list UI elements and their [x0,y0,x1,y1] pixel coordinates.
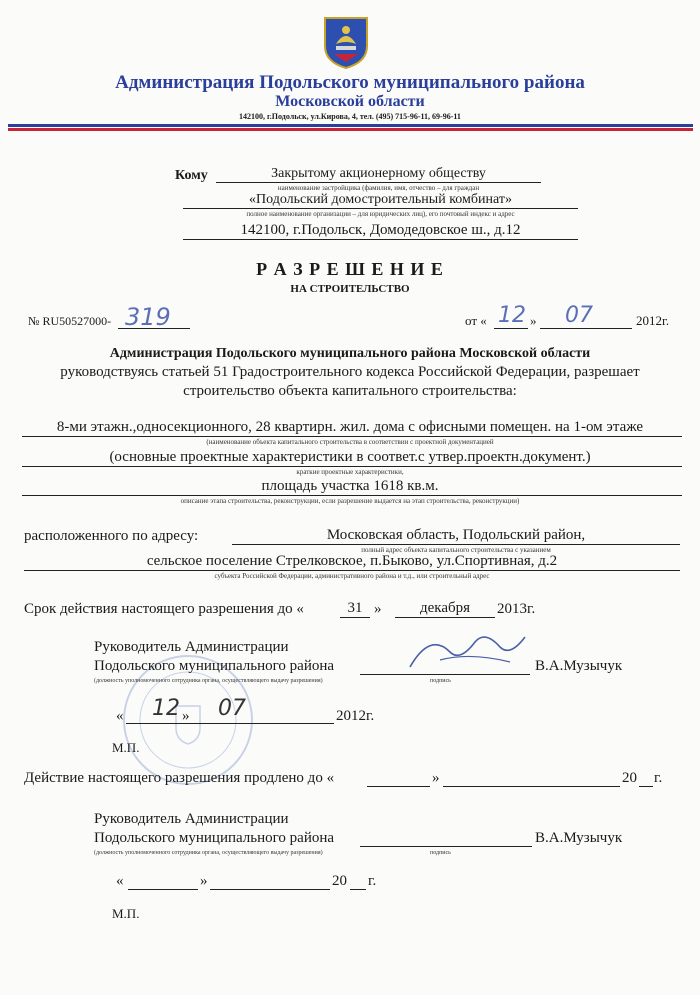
permit-date-year: 2012г. [636,313,670,328]
recipient-address: 142100, г.Подольск, Домодедовское ш., д.12 [240,222,521,238]
sign2-date-year: 20 [332,873,347,889]
sign1-mp: М.П. [112,740,140,755]
extension-year-suffix: г. [654,770,663,786]
validity-month: декабря [419,600,471,616]
document-subtitle: НА СТРОИТЕЛЬСТВО [290,283,410,295]
recipient-name: Закрытому акционерному обществу [271,166,486,181]
signer1-title-line2: Подольского муниципального района [94,658,335,674]
signer1-title-line1: Руководитель Администрации [94,639,289,655]
validity-day: 31 [347,600,363,616]
permit-date-mid: » [530,313,537,328]
sign2-date-close: » [200,873,208,889]
signer2-caption-position: (должность уполномоченного сотрудника органа, осуществляющего выдачу разрешения) [94,850,323,856]
object-characteristics-caption: краткие проектные характеристики, [296,468,404,476]
sign2-date-open: « [116,873,124,889]
org-address: 142100, г.Подольск, ул.Кирова, 4, тел. (495) 715-96-11, 69-96-11 [239,112,461,121]
sign1-date-day: 12 [152,696,180,721]
recipient-name-caption: наименование застройщика (фамилия, имя, отчество – для граждан [277,184,480,192]
location-line2: сельское поселение Стрелковское, п.Быково, ул.Спортивная, д.2 [146,553,558,569]
coat-of-arms-emblem [322,14,370,70]
sign1-date-open: « [116,708,124,724]
signature1-scribble [400,622,540,677]
validity-close: » [374,601,382,617]
permit-date-month: 07 [565,303,593,328]
recipient-label: Кому [175,168,208,183]
signer2-title-line1: Руководитель Администрации [94,811,289,827]
location-label: расположенного по адресу: [24,528,199,544]
signer1-caption-sign: подпись [430,678,451,684]
validity-year: 2013г. [497,601,536,617]
sign2-date-year-suffix: г. [368,873,377,889]
object-area: площадь участка 1618 кв.м. [261,478,439,494]
permit-date-prefix: от « [465,313,487,328]
validity-text: Срок действия настоящего разрешения до « [24,601,304,617]
object-name-caption: (наименование объекта капитального строительства в соответствии с проектной документацией [206,438,494,446]
location-line1: Московская область, Подольский район, [326,527,586,543]
document-title: Р А З Р Е Ш Е Н И Е [256,259,444,279]
object-name: 8-ми этажн.,односекционного, 28 квартирн. жил. дома с офисными помещен. на 1-ом этаже [56,419,644,435]
org-title-line1: Администрация Подольского муниципального района [115,72,585,93]
header-rule-blue [8,124,693,127]
header-rule-red [8,128,693,131]
location-caption2: субъекта Российской Федерации, административного района и т.д., или строительный адрес [214,572,490,580]
sign1-date-year: 2012г. [336,708,375,724]
permit-number-value: 319 [125,303,171,331]
object-characteristics: (основные проектные характеристики в соответ.с утвер.проектн.документ.) [109,449,591,465]
signer2-title-line2: Подольского муниципального района [94,830,335,846]
extension-year: 20 [622,770,637,786]
permit-number-prefix: № RU50527000- [28,314,112,328]
sign2-mp: М.П. [112,906,140,921]
extension-text: Действие настоящего разрешения продлено до « [24,770,335,786]
location-caption1: полный адрес объекта капитального строительства с указанием [361,546,551,554]
org-title-line2: Московской области [275,93,425,110]
object-area-caption: описание этапа строительства, реконструкции, если разрешение выдается на этап строительства, реконструкции) [180,497,520,505]
signer2-name: В.А.Музычук [535,830,623,846]
signer1-caption-position: (должность уполномоченного сотрудника органа, осуществляющего выдачу разрешения) [94,678,323,684]
extension-close: » [432,770,440,786]
body-heading: Администрация Подольского муниципального района Московской области [109,346,591,361]
signer1-name: В.А.Музычук [535,658,623,674]
permit-date-day: 12 [498,303,526,328]
sign1-date-month: 07 [218,696,246,721]
body-line2: строительство объекта капитального строительства: [183,383,517,399]
recipient-company: «Подольский домостроительный комбинат» [249,192,512,207]
signer2-caption-sign: подпись [430,850,451,856]
sign1-date-close: » [182,708,190,724]
body-line1: руководствуясь статьей 51 Градостроительного кодекса Российской Федерации, разрешает [60,364,640,380]
recipient-company-caption: полное наименование организации – для юридических лиц), его почтовый индекс и адрес [246,210,515,218]
